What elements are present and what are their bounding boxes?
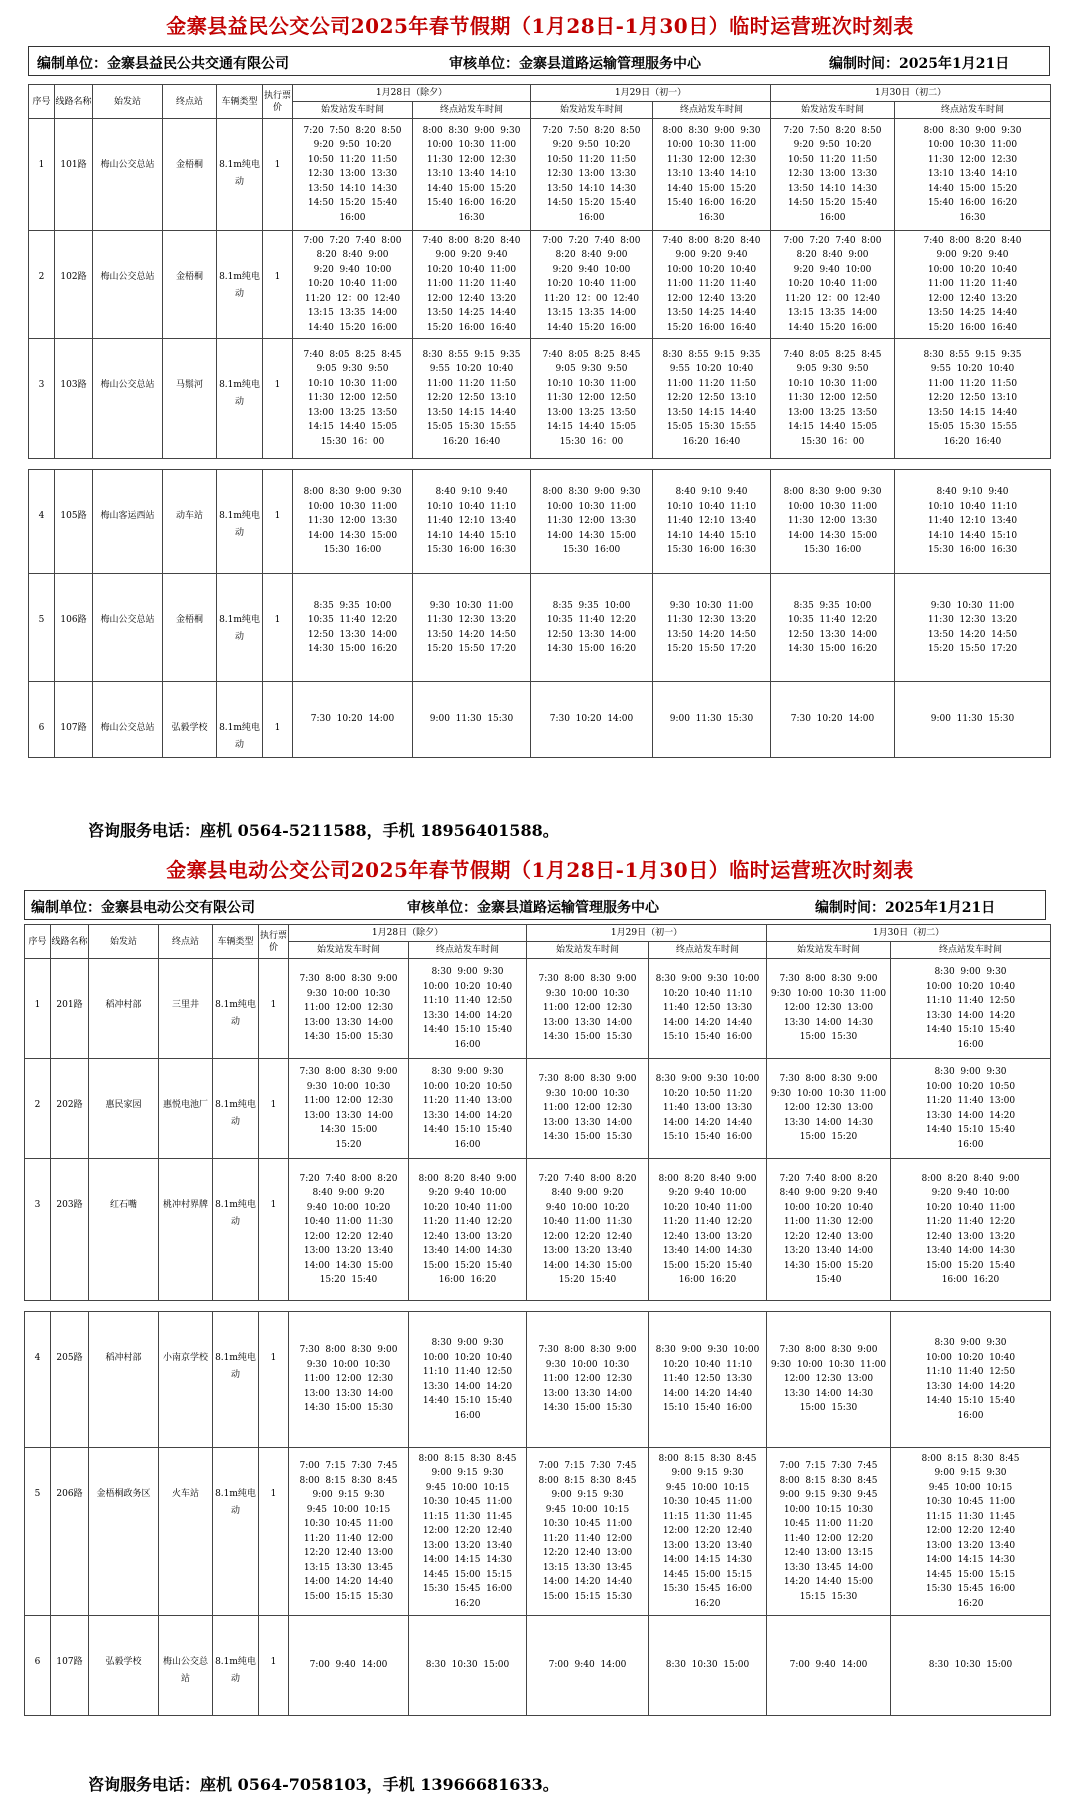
cell-times: 7:30 8:00 8:30 9:00 9:30 10:00 10:30 11:00 12:00 12:30 13:00 13:30 14:00 14:30 15:00 15:30 xyxy=(289,1312,409,1448)
cell-start: 梅山公交总站 xyxy=(93,119,163,231)
cell-route: 107路 xyxy=(51,1616,89,1716)
cell-times: 7:30 10:20 14:00 xyxy=(771,682,895,758)
cell-fare: 1 xyxy=(263,470,293,574)
cell-times: 8:30 8:55 9:15 9:35 9:55 10:20 10:40 11:00 11:20 11:50 12:20 12:50 13:10 13:50 14:15 14:40 15:05 15:30 15:55 16:20 16:40 xyxy=(413,339,531,459)
cell-times: 8:30 8:55 9:15 9:35 9:55 10:20 10:40 11:00 11:20 11:50 12:20 12:50 13:10 13:50 14:15 14:40 15:05 15:30 15:55 16:20 16:40 xyxy=(895,339,1051,459)
table-row xyxy=(25,1616,1051,1716)
cell-times: 9:00 11:30 15:30 xyxy=(413,682,531,758)
cell-start: 稻冲村部 xyxy=(89,959,159,1059)
cell-times: 7:30 8:00 8:30 9:00 9:30 10:00 10:30 11:00 12:00 12:30 13:00 13:30 14:00 14:30 15:00 15:20 xyxy=(289,1059,409,1159)
cell-times: 9:30 10:30 11:00 11:30 12:30 13:20 13:50 14:20 14:50 15:20 15:50 17:20 xyxy=(413,574,531,682)
cell-times: 8:00 8:30 9:00 9:30 10:00 10:30 11:00 11:30 12:00 13:30 14:00 14:30 15:00 15:30 16:00 xyxy=(771,470,895,574)
cell-times: 8:30 10:30 15:00 xyxy=(409,1616,527,1716)
cell-fare: 1 xyxy=(259,959,289,1059)
header-day1: 1月28日（除夕） xyxy=(289,925,527,942)
cell-start: 红石嘴 xyxy=(89,1159,159,1301)
doc2-phone: 咨询服务电话：座机 0564-7058103，手机 13966681633。 xyxy=(88,1775,559,1794)
cell-route: 107路 xyxy=(55,682,93,758)
cell-times: 8:30 9:00 9:30 10:00 10:20 10:50 11:20 11:40 13:00 13:30 14:00 14:20 14:40 15:10 15:40 16:00 xyxy=(409,1059,527,1159)
header-start: 始发站 xyxy=(93,85,163,119)
table-row xyxy=(29,574,1051,682)
cell-times: 8:30 9:00 9:30 10:00 10:20 10:40 11:10 11:40 12:50 13:30 14:00 14:20 14:40 15:10 15:40 16:00 xyxy=(891,1312,1051,1448)
cell-times: 7:40 8:00 8:20 8:40 9:00 9:20 9:40 10:20 10:40 11:00 11:00 11:20 11:40 12:00 12:40 13:20 13:50 14:25 14:40 15:20 16:00 16:40 xyxy=(413,231,531,339)
cell-vehicle: 8.1m纯电动 xyxy=(213,1448,259,1616)
cell-times: 7:30 8:00 8:30 9:00 9:30 10:00 10:30 11:00 12:00 12:30 13:00 13:30 14:00 14:30 15:00 15:30 xyxy=(767,959,891,1059)
cell-times: 8:00 8:20 8:40 9:00 9:20 9:40 10:00 10:20 10:40 11:00 11:20 11:40 12:20 12:40 13:00 13:20 13:40 14:00 14:30 15:00 15:20 15:40 16:00 16:20 xyxy=(409,1159,527,1301)
cell-times: 8:00 8:20 8:40 9:00 9:20 9:40 10:00 10:20 10:40 11:00 11:20 11:40 12:20 12:40 13:00 13:20 13:40 14:00 14:30 15:00 15:20 15:40 16:00 16:20 xyxy=(891,1159,1051,1301)
cell-seq: 3 xyxy=(29,339,55,459)
cell-vehicle: 8.1m纯电动 xyxy=(217,470,263,574)
header-departure-start: 始发站发车时间 xyxy=(767,942,891,959)
cell-times: 8:40 9:10 9:40 10:10 10:40 11:10 11:40 12:10 13:40 14:10 14:40 15:10 15:30 16:00 16:30 xyxy=(653,470,771,574)
header-departure-start: 始发站发车时间 xyxy=(289,942,409,959)
cell-start: 梅山公交总站 xyxy=(93,682,163,758)
header-fare: 执行票价 xyxy=(259,925,289,959)
cell-times: 9:00 11:30 15:30 xyxy=(895,682,1051,758)
header-departure-end: 终点站发车时间 xyxy=(895,102,1051,119)
doc1-title: 金寨县益民公交公司2025年春节假期（1月28日-1月30日）临时运营班次时刻表 xyxy=(166,14,914,38)
cell-end: 小南京学校 xyxy=(159,1312,213,1448)
header-vehicle: 车辆类型 xyxy=(217,85,263,119)
cell-times: 7:40 8:00 8:20 8:40 9:00 9:20 9:40 10:00 10:20 10:40 11:00 11:20 11:40 12:00 12:40 13:20 13:50 14:25 14:40 15:20 16:00 16:40 xyxy=(895,231,1051,339)
cell-times: 8:40 9:10 9:40 10:10 10:40 11:10 11:40 12:10 13:40 14:10 14:40 15:10 15:30 16:00 16:30 xyxy=(413,470,531,574)
cell-times: 8:30 9:00 9:30 10:00 10:20 10:40 11:10 11:40 12:50 13:30 14:00 14:20 14:40 15:10 15:40 16:00 xyxy=(409,959,527,1059)
header-route: 线路名称 xyxy=(51,925,89,959)
table-row xyxy=(29,470,1051,574)
cell-times: 7:30 8:00 8:30 9:00 9:30 10:00 10:30 11:00 12:00 12:30 13:00 13:30 14:00 14:30 15:00 15:30 xyxy=(527,959,649,1059)
cell-end: 金梧桐 xyxy=(163,231,217,339)
cell-vehicle: 8.1m纯电动 xyxy=(217,682,263,758)
cell-times: 7:20 7:40 8:00 8:20 8:40 9:00 9:20 9:40 10:00 10:20 10:40 11:00 11:30 12:00 12:20 12:40 13:00 13:20 13:40 14:00 14:30 15:00 15:20 15:40 xyxy=(767,1159,891,1301)
header-departure-end: 终点站发车时间 xyxy=(649,942,767,959)
cell-seq: 4 xyxy=(29,470,55,574)
cell-end: 梅山公交总站 xyxy=(159,1616,213,1716)
cell-times: 7:00 9:40 14:00 xyxy=(527,1616,649,1716)
cell-times: 8:30 9:00 9:30 10:00 10:20 10:40 11:10 11:40 12:50 13:30 14:00 14:20 14:40 15:10 15:40 16:00 xyxy=(649,959,767,1059)
cell-end: 动车站 xyxy=(163,470,217,574)
table-row xyxy=(25,1312,1051,1448)
cell-times: 7:40 8:05 8:25 8:45 9:05 9:30 9:50 10:10 10:30 11:00 11:30 12:00 12:50 13:00 13:25 13:50 14:15 14:40 15:05 15:30 16：00 xyxy=(771,339,895,459)
cell-times: 8:35 9:35 10:00 10:35 11:40 12:20 12:50 13:30 14:00 14:30 15:00 16:20 xyxy=(531,574,653,682)
cell-vehicle: 8.1m纯电动 xyxy=(217,231,263,339)
cell-route: 201路 xyxy=(51,959,89,1059)
cell-times: 8:35 9:35 10:00 10:35 11:40 12:20 12:50 13:30 14:00 14:30 15:00 16:20 xyxy=(293,574,413,682)
header-fare: 执行票价 xyxy=(263,85,293,119)
header-departure-end: 终点站发车时间 xyxy=(413,102,531,119)
cell-times: 8:00 8:15 8:30 8:45 9:00 9:15 9:30 9:45 10:00 10:15 10:30 10:45 11:00 11:15 11:30 11:45 12:00 12:20 12:40 13:00 13:20 13:40 14:00 14:15 14:30 14:45 15:00 15:15 15:30 15:45 16:00 16:20 xyxy=(649,1448,767,1616)
table-row xyxy=(29,682,1051,758)
table-row xyxy=(25,1159,1051,1301)
table-row xyxy=(25,1448,1051,1616)
cell-times: 8:30 9:00 9:30 10:00 10:20 10:50 11:20 11:40 13:00 13:30 14:00 14:20 14:40 15:10 15:40 16:00 xyxy=(891,1059,1051,1159)
cell-seq: 6 xyxy=(25,1616,51,1716)
doc2-compiler: 编制单位：金寨县电动公交有限公司 xyxy=(31,900,255,916)
cell-times: 8:00 8:15 8:30 8:45 9:00 9:15 9:30 9:45 10:00 10:15 10:30 10:45 11:00 11:15 11:30 11:45 12:00 12:20 12:40 13:00 13:20 13:40 14:00 14:15 14:30 14:45 15:00 15:15 15:30 15:45 16:00 16:20 xyxy=(891,1448,1051,1616)
cell-vehicle: 8.1m纯电动 xyxy=(217,119,263,231)
cell-times: 7:30 10:20 14:00 xyxy=(293,682,413,758)
cell-times: 8:35 9:35 10:00 10:35 11:40 12:20 12:50 13:30 14:00 14:30 15:00 16:20 xyxy=(771,574,895,682)
cell-fare: 1 xyxy=(263,339,293,459)
doc1-timetable xyxy=(28,84,1051,758)
cell-fare: 1 xyxy=(263,682,293,758)
cell-start: 梅山公交总站 xyxy=(93,339,163,459)
cell-times: 8:00 8:20 8:40 9:00 9:20 9:40 10:00 10:20 10:40 11:00 11:20 11:40 12:20 12:40 13:00 13:20 13:40 14:00 14:30 15:00 15:20 15:40 16:00 16:20 xyxy=(649,1159,767,1301)
table-gap xyxy=(25,1301,1051,1312)
cell-start: 弘毅学校 xyxy=(89,1616,159,1716)
cell-times: 7:30 8:00 8:30 9:00 9:30 10:00 10:30 11:00 12:00 12:30 13:00 13:30 14:00 14:30 15:00 15:30 xyxy=(527,1312,649,1448)
header-departure-start: 始发站发车时间 xyxy=(531,102,653,119)
cell-times: 9:30 10:30 11:00 11:30 12:30 13:20 13:50 14:20 14:50 15:20 15:50 17:20 xyxy=(895,574,1051,682)
cell-start: 惠民家园 xyxy=(89,1059,159,1159)
cell-times: 8:00 8:30 9:00 9:30 10:00 10:30 11:00 11:30 12:00 12:30 13:10 13:40 14:10 14:40 15:00 15:20 15:40 16:00 16:20 16:30 xyxy=(653,119,771,231)
cell-seq: 2 xyxy=(29,231,55,339)
cell-times: 8:00 8:15 8:30 8:45 9:00 9:15 9:30 9:45 10:00 10:15 10:30 10:45 11:00 11:15 11:30 11:45 12:00 12:20 12:40 13:00 13:20 13:40 14:00 14:15 14:30 14:45 15:00 15:15 15:30 15:45 16:00 16:20 xyxy=(409,1448,527,1616)
cell-end: 三里井 xyxy=(159,959,213,1059)
cell-end: 火车站 xyxy=(159,1448,213,1616)
header-route: 线路名称 xyxy=(55,85,93,119)
cell-route: 205路 xyxy=(51,1312,89,1448)
cell-times: 7:20 7:50 8:20 8:50 9:20 9:50 10:20 10:50 11:20 11:50 12:30 13:00 13:30 13:50 14:10 14:30 14:50 15:20 15:40 16:00 xyxy=(531,119,653,231)
doc1-compiler: 编制单位：金寨县益民公共交通有限公司 xyxy=(37,56,289,72)
cell-seq: 3 xyxy=(25,1159,51,1301)
cell-end: 马鬃河 xyxy=(163,339,217,459)
cell-route: 102路 xyxy=(55,231,93,339)
cell-times: 7:40 8:00 8:20 8:40 9:00 9:20 9:40 10:00 10:20 10:40 11:00 11:20 11:40 12:00 12:40 13:20 13:50 14:25 14:40 15:20 16:00 16:40 xyxy=(653,231,771,339)
cell-vehicle: 8.1m纯电动 xyxy=(217,339,263,459)
header-departure-start: 始发站发车时间 xyxy=(527,942,649,959)
cell-fare: 1 xyxy=(259,1448,289,1616)
cell-times: 8:30 9:00 9:30 10:00 10:20 10:40 11:10 11:40 12:50 13:30 14:00 14:20 14:40 15:10 15:40 16:00 xyxy=(649,1312,767,1448)
cell-end: 金梧桐 xyxy=(163,119,217,231)
header-day1: 1月28日（除夕） xyxy=(293,85,531,102)
cell-route: 105路 xyxy=(55,470,93,574)
header-start: 始发站 xyxy=(89,925,159,959)
cell-times: 8:00 8:30 9:00 9:30 10:00 10:30 11:00 11:30 12:00 12:30 13:10 13:40 14:10 14:40 15:00 15:20 15:40 16:00 16:20 16:30 xyxy=(413,119,531,231)
cell-times: 7:00 7:15 7:30 7:45 8:00 8:15 8:30 8:45 9:00 9:15 9:30 9:45 10:00 10:15 10:30 10:45 11:00 11:20 11:40 12:00 12:20 12:40 13:00 13:15 13:30 13:45 14:00 14:20 14:40 15:00 15:15 15:30 xyxy=(527,1448,649,1616)
header-end: 终点站 xyxy=(163,85,217,119)
header-day2: 1月29日（初一） xyxy=(527,925,767,942)
header-seq: 序号 xyxy=(25,925,51,959)
header-departure-start: 始发站发车时间 xyxy=(293,102,413,119)
header-departure-start: 始发站发车时间 xyxy=(771,102,895,119)
cell-start: 梅山公交总站 xyxy=(93,574,163,682)
cell-times: 7:20 7:50 8:20 8:50 9:20 9:50 10:20 10:50 11:20 11:50 12:30 13:00 13:30 13:50 14:10 14:30 14:50 15:20 15:40 16:00 xyxy=(293,119,413,231)
cell-fare: 1 xyxy=(263,574,293,682)
table-row xyxy=(25,959,1051,1059)
cell-fare: 1 xyxy=(259,1616,289,1716)
cell-seq: 1 xyxy=(25,959,51,1059)
cell-times: 7:00 7:20 7:40 8:00 8:20 8:40 9:00 9:20 9:40 10:00 10:20 10:40 11:00 11:20 12：00 12:40 13:15 13:35 14:00 14:40 15:20 16:00 xyxy=(531,231,653,339)
cell-fare: 1 xyxy=(263,231,293,339)
doc1-phone: 咨询服务电话：座机 0564-5211588，手机 18956401588。 xyxy=(88,821,559,840)
cell-times: 8:30 8:55 9:15 9:35 9:55 10:20 10:40 11:00 11:20 11:50 12:20 12:50 13:10 13:50 14:15 14:40 15:05 15:30 15:55 16:20 16:40 xyxy=(653,339,771,459)
cell-seq: 4 xyxy=(25,1312,51,1448)
header-seq: 序号 xyxy=(29,85,55,119)
cell-times: 7:40 8:05 8:25 8:45 9:05 9:30 9:50 10:10 10:30 11:00 11:30 12:00 12:50 13:00 13:25 13:50 14:15 14:40 15:05 15:30 16：00 xyxy=(293,339,413,459)
cell-times: 7:20 7:40 8:00 8:20 8:40 9:00 9:20 9:40 10:00 10:20 10:40 11:00 11:30 12:00 12:20 12:40 13:00 13:20 13:40 14:00 14:30 15:00 15:20 15:40 xyxy=(527,1159,649,1301)
cell-times: 8:30 10:30 15:00 xyxy=(891,1616,1051,1716)
cell-vehicle: 8.1m纯电动 xyxy=(213,1159,259,1301)
cell-times: 8:30 10:30 15:00 xyxy=(649,1616,767,1716)
cell-route: 106路 xyxy=(55,574,93,682)
cell-times: 7:00 7:15 7:30 7:45 8:00 8:15 8:30 8:45 9:00 9:15 9:30 9:45 10:00 10:15 10:30 10:45 11:00 11:20 11:40 12:00 12:20 12:40 13:00 13:15 13:30 13:45 14:00 14:20 14:40 15:00 15:15 15:30 xyxy=(767,1448,891,1616)
cell-fare: 1 xyxy=(263,119,293,231)
cell-end: 桃冲村界牌 xyxy=(159,1159,213,1301)
cell-times: 7:00 9:40 14:00 xyxy=(289,1616,409,1716)
doc1-reviewer: 审核单位：金寨县道路运输管理服务中心 xyxy=(449,56,701,72)
cell-vehicle: 8.1m纯电动 xyxy=(213,1312,259,1448)
cell-route: 206路 xyxy=(51,1448,89,1616)
cell-seq: 6 xyxy=(29,682,55,758)
cell-start: 金梧桐政务区 xyxy=(89,1448,159,1616)
doc2-date: 编制时间：2025年1月21日 xyxy=(815,900,996,916)
cell-seq: 5 xyxy=(29,574,55,682)
cell-times: 7:00 9:40 14:00 xyxy=(767,1616,891,1716)
cell-fare: 1 xyxy=(259,1159,289,1301)
header-day3: 1月30日（初二） xyxy=(767,925,1051,942)
table-row xyxy=(25,1059,1051,1159)
cell-seq: 2 xyxy=(25,1059,51,1159)
cell-seq: 1 xyxy=(29,119,55,231)
cell-times: 7:30 8:00 8:30 9:00 9:30 10:00 10:30 11:00 12:00 12:30 13:00 13:30 14:00 14:30 15:00 15:20 xyxy=(767,1059,891,1159)
cell-vehicle: 8.1m纯电动 xyxy=(213,959,259,1059)
cell-times: 7:00 7:20 7:40 8:00 8:20 8:40 9:00 9:20 9:40 10:00 10:20 10:40 11:00 11:20 12：00 12:40 13:15 13:35 14:00 14:40 15:20 16:00 xyxy=(293,231,413,339)
cell-start: 梅山公交总站 xyxy=(93,231,163,339)
cell-times: 7:30 8:00 8:30 9:00 9:30 10:00 10:30 11:00 12:00 12:30 13:00 13:30 14:00 14:30 15:00 15:30 xyxy=(527,1059,649,1159)
cell-times: 9:30 10:30 11:00 11:30 12:30 13:20 13:50 14:20 14:50 15:20 15:50 17:20 xyxy=(653,574,771,682)
header-vehicle: 车辆类型 xyxy=(213,925,259,959)
header-departure-end: 终点站发车时间 xyxy=(891,942,1051,959)
gap-cell xyxy=(29,459,1051,470)
table-row xyxy=(29,339,1051,459)
doc2-meta-bar xyxy=(24,890,1046,920)
table-row xyxy=(29,119,1051,231)
cell-times: 8:00 8:30 9:00 9:30 10:00 10:30 11:00 11:30 12:00 13:30 14:00 14:30 15:00 15:30 16:00 xyxy=(293,470,413,574)
cell-times: 8:30 9:00 9:30 10:00 10:20 10:50 11:20 11:40 13:00 13:30 14:00 14:20 14:40 15:10 15:40 16:00 xyxy=(649,1059,767,1159)
header-departure-end: 终点站发车时间 xyxy=(409,942,527,959)
header-day3: 1月30日（初二） xyxy=(771,85,1051,102)
cell-route: 103路 xyxy=(55,339,93,459)
cell-end: 金梧桐 xyxy=(163,574,217,682)
cell-times: 8:00 8:30 9:00 9:30 10:00 10:30 11:00 11:30 12:00 12:30 13:10 13:40 14:10 14:40 15:00 15:20 15:40 16:00 16:20 16:30 xyxy=(895,119,1051,231)
doc2-reviewer: 审核单位：金寨县道路运输管理服务中心 xyxy=(407,900,659,916)
doc2-timetable xyxy=(24,924,1051,1716)
cell-times: 7:00 7:15 7:30 7:45 8:00 8:15 8:30 8:45 9:00 9:15 9:30 9:45 10:00 10:15 10:30 10:45 11:00 11:20 11:40 12:00 12:20 12:40 13:00 13:15 13:30 13:45 14:00 14:20 14:40 15:00 15:15 15:30 xyxy=(289,1448,409,1616)
cell-route: 203路 xyxy=(51,1159,89,1301)
cell-start: 梅山客运西站 xyxy=(93,470,163,574)
doc1-meta-bar xyxy=(28,46,1050,76)
header-end: 终点站 xyxy=(159,925,213,959)
cell-times: 7:30 8:00 8:30 9:00 9:30 10:00 10:30 11:00 12:00 12:30 13:00 13:30 14:00 14:30 15:00 15:30 xyxy=(289,959,409,1059)
table-gap xyxy=(29,459,1051,470)
cell-route: 101路 xyxy=(55,119,93,231)
cell-end: 弘毅学校 xyxy=(163,682,217,758)
header-departure-end: 终点站发车时间 xyxy=(653,102,771,119)
table-row xyxy=(29,231,1051,339)
cell-times: 8:40 9:10 9:40 10:10 10:40 11:10 11:40 12:10 13:40 14:10 14:40 15:10 15:30 16:00 16:30 xyxy=(895,470,1051,574)
cell-times: 8:30 9:00 9:30 10:00 10:20 10:40 11:10 11:40 12:50 13:30 14:00 14:20 14:40 15:10 15:40 16:00 xyxy=(891,959,1051,1059)
cell-route: 202路 xyxy=(51,1059,89,1159)
cell-times: 7:30 8:00 8:30 9:00 9:30 10:00 10:30 11:00 12:00 12:30 13:00 13:30 14:00 14:30 15:00 15:30 xyxy=(767,1312,891,1448)
cell-times: 7:30 10:20 14:00 xyxy=(531,682,653,758)
gap-cell xyxy=(25,1301,1051,1312)
cell-fare: 1 xyxy=(259,1312,289,1448)
cell-vehicle: 8.1m纯电动 xyxy=(213,1059,259,1159)
cell-times: 7:00 7:20 7:40 8:00 8:20 8:40 9:00 9:20 9:40 10:00 10:20 10:40 11:00 11:20 12：00 12:40 13:15 13:35 14:00 14:40 15:20 16:00 xyxy=(771,231,895,339)
cell-times: 8:00 8:30 9:00 9:30 10:00 10:30 11:00 11:30 12:00 13:30 14:00 14:30 15:00 15:30 16:00 xyxy=(531,470,653,574)
cell-start: 稻冲村部 xyxy=(89,1312,159,1448)
cell-vehicle: 8.1m纯电动 xyxy=(217,574,263,682)
cell-times: 8:30 9:00 9:30 10:00 10:20 10:40 11:10 11:40 12:50 13:30 14:00 14:20 14:40 15:10 15:40 16:00 xyxy=(409,1312,527,1448)
cell-fare: 1 xyxy=(259,1059,289,1159)
cell-vehicle: 8.1m纯电动 xyxy=(213,1616,259,1716)
header-day2: 1月29日（初一） xyxy=(531,85,771,102)
cell-seq: 5 xyxy=(25,1448,51,1616)
doc1-date: 编制时间：2025年1月21日 xyxy=(829,56,1010,72)
cell-times: 7:20 7:50 8:20 8:50 9:20 9:50 10:20 10:50 11:20 11:50 12:30 13:00 13:30 13:50 14:10 14:30 14:50 15:20 15:40 16:00 xyxy=(771,119,895,231)
doc2-title: 金寨县电动公交公司2025年春节假期（1月28日-1月30日）临时运营班次时刻表 xyxy=(166,858,914,882)
cell-end: 惠悦电池厂 xyxy=(159,1059,213,1159)
cell-times: 7:40 8:05 8:25 8:45 9:05 9:30 9:50 10:10 10:30 11:00 11:30 12:00 12:50 13:00 13:25 13:50 14:15 14:40 15:05 15:30 16：00 xyxy=(531,339,653,459)
cell-times: 7:20 7:40 8:00 8:20 8:40 9:00 9:20 9:40 10:00 10:20 10:40 11:00 11:30 12:00 12:20 12:40 13:00 13:20 13:40 14:00 14:30 15:00 15:20 15:40 xyxy=(289,1159,409,1301)
cell-times: 9:00 11:30 15:30 xyxy=(653,682,771,758)
